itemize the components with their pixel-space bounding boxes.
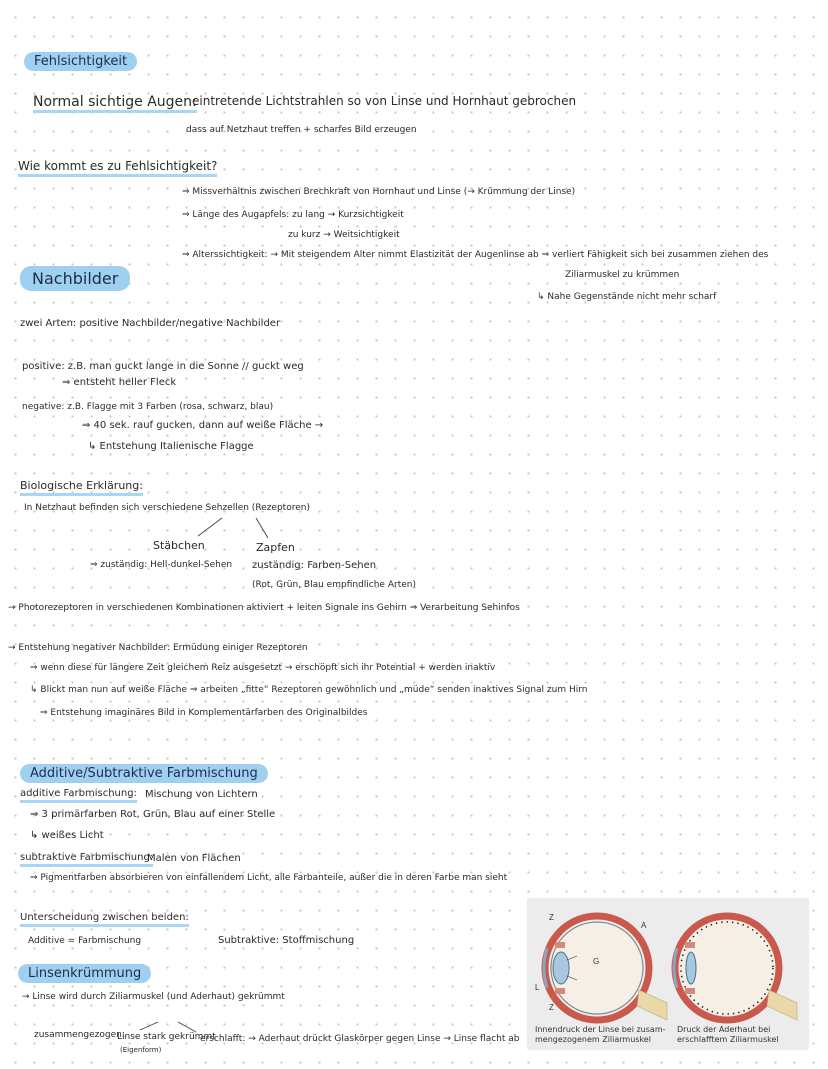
bio-intro: In Netzhaut befinden sich verschiedene Sehzellen (Rezeptoren) — [24, 503, 310, 513]
negative-result: ↳ Entstehung Italienische Flagge — [88, 441, 254, 452]
heading-linsenkruemmung: Linsenkrümmung — [18, 964, 151, 983]
bio-heading: Biologische Erklärung: — [20, 480, 143, 496]
label-z-bottom: Z — [549, 1003, 554, 1012]
ciliary-bottom-left — [555, 988, 565, 994]
rods-label: Stäbchen — [153, 539, 205, 552]
negative-step: ⇒ 40 sek. rauf gucken, dann auf weiße Fläche → — [82, 420, 324, 431]
line-to-cones — [256, 518, 268, 538]
eye-figure — [527, 898, 809, 1050]
lens-right — [686, 952, 696, 984]
subtractive-desc: ⇒ Pigmentfarben absorbieren von einfallendem Licht, alle Farbanteile, außer die in deren Farbe man sieht — [30, 873, 508, 883]
caption-left-line2: mengezogenem Ziliarmuskel — [535, 1035, 651, 1044]
heading-farbmischung: Additive/Subtraktive Farbmischung — [20, 764, 268, 783]
heading-fehlsichtigkeit: Fehlsichtigkeit — [24, 52, 137, 71]
line-to-contracted — [140, 1022, 158, 1030]
line-to-rods — [198, 518, 222, 536]
caption-left — [535, 1025, 666, 1045]
positive-text: positive: z.B. man guckt lange in die Sonne // guckt weg — [22, 361, 304, 372]
additive-text: Mischung von Lichtern — [145, 789, 258, 800]
normal-text: eintretende Lichtstrahlen so von Linse und Hornhaut gebrochen — [192, 94, 577, 108]
explain-1: → Entstehung negativer Nachbilder: Ermüdung einiger Rezeptoren — [8, 643, 308, 653]
kinds-text: zwei Arten: positive Nachbilder/negative Nachbilder — [20, 318, 281, 329]
subtractive-text: Malen von Flächen — [147, 853, 241, 864]
normal-cont: dass auf Netzhaut treffen + scharfes Bild erzeugen — [186, 125, 417, 135]
label-g: G — [593, 957, 600, 966]
explain-2: ⇒ wenn diese für längere Zeit gleichem Reiz ausgesetzt → erschöpft sich ihr Potential + werden inaktiv — [30, 663, 496, 673]
contracted-desc: Linse stark gekrümmt — [117, 1032, 216, 1042]
cones-desc: zuständig: Farben-Sehen — [252, 560, 377, 571]
eye-contracted — [544, 916, 667, 1020]
difference-subtractive: Subtraktive: Stoffmischung — [218, 935, 355, 946]
ciliary-top-left — [555, 942, 565, 948]
subtractive-label: subtraktive Farbmischung: — [20, 852, 153, 867]
difference-heading: Unterscheidung zwischen beiden: — [20, 912, 189, 927]
lens-left — [553, 952, 569, 984]
normal-label: Normal sichtige Augen: — [33, 94, 197, 113]
rods-desc: ⇒ zuständig: Hell-dunkel-Sehen — [90, 560, 233, 570]
cause-3: zu kurz → Weitsichtigkeit — [288, 230, 400, 240]
line-to-relaxed — [178, 1022, 196, 1032]
eye-relaxed — [674, 916, 797, 1020]
caption-right — [677, 1025, 779, 1045]
cause-2: ⇒ Länge des Augapfels: zu lang → Kurzsichtigkeit — [182, 210, 404, 220]
label-l: L — [535, 983, 540, 992]
explain-4: ⇒ Entstehung imaginäres Bild in Komplementärfarben des Originalbildes — [40, 708, 368, 718]
additive-result: ↳ weißes Licht — [30, 830, 104, 841]
heading-nachbilder: Nachbilder — [20, 266, 130, 291]
additive-label: additive Farbmischung: — [20, 788, 137, 803]
optic-nerve-left — [637, 990, 667, 1020]
photoreceptor-text: → Photorezeptoren in verschiedenen Kombinationen aktiviert + leiten Signale ins Gehirn ⇒ Verarbeitung Sehinfos — [8, 603, 520, 613]
cause-4b: Ziliarmuskel zu krümmen — [565, 270, 680, 280]
caption-right-line1: Druck der Aderhaut bei — [677, 1025, 771, 1034]
label-z-top: Z — [549, 913, 554, 922]
caption-left-line1: Innendruck der Linse bei zusam- — [535, 1025, 666, 1034]
contracted-label: zusammengezogen: — [34, 1030, 125, 1040]
cause-4: ⇒ Alterssichtigkeit: → Mit steigendem Alter nimmt Elastizität der Augenlinse ab ⇒ verliert Fähigkeit sich bei zusammen ziehen des — [182, 250, 769, 260]
label-a: A — [641, 921, 647, 930]
cause-4c: ↳ Nahe Gegenstände nicht mehr scharf — [537, 292, 717, 302]
cones-label: Zapfen — [256, 541, 295, 554]
additive-primaries: ⇒ 3 primärfarben Rot, Grün, Blau auf einer Stelle — [30, 809, 276, 820]
relaxed-text: erschlafft: → Aderhaut drückt Glaskörper gegen Linse → Linse flacht ab — [200, 1034, 520, 1044]
explain-3: ↳ Blickt man nun auf weiße Fläche ⇒ arbeiten „fitte“ Rezeptoren gewöhnlich und „müde“ senden inaktives Signal zum Hirn — [30, 685, 588, 695]
lens-text: → Linse wird durch Ziliarmuskel (und Aderhaut) gekrümmt — [22, 992, 285, 1002]
contracted-note: (Eigenform) — [120, 1046, 162, 1054]
negative-text: negative: z.B. Flagge mit 3 Farben (rosa, schwarz, blau) — [22, 402, 274, 412]
cones-types: (Rot, Grün, Blau empfindliche Arten) — [252, 580, 416, 590]
optic-nerve-right — [767, 990, 797, 1020]
caption-right-line2: erschlafftem Ziliarmuskel — [677, 1035, 779, 1044]
question-fehlsichtigkeit: Wie kommt es zu Fehlsichtigkeit? — [18, 160, 217, 177]
positive-result: ⇒ entsteht heller Fleck — [62, 377, 177, 388]
difference-additive: Additive = Farbmischung — [28, 936, 142, 946]
cause-1: ⇒ Missverhältnis zwischen Brechkraft von Hornhaut und Linse (→ Krümmung der Linse) — [182, 187, 576, 197]
